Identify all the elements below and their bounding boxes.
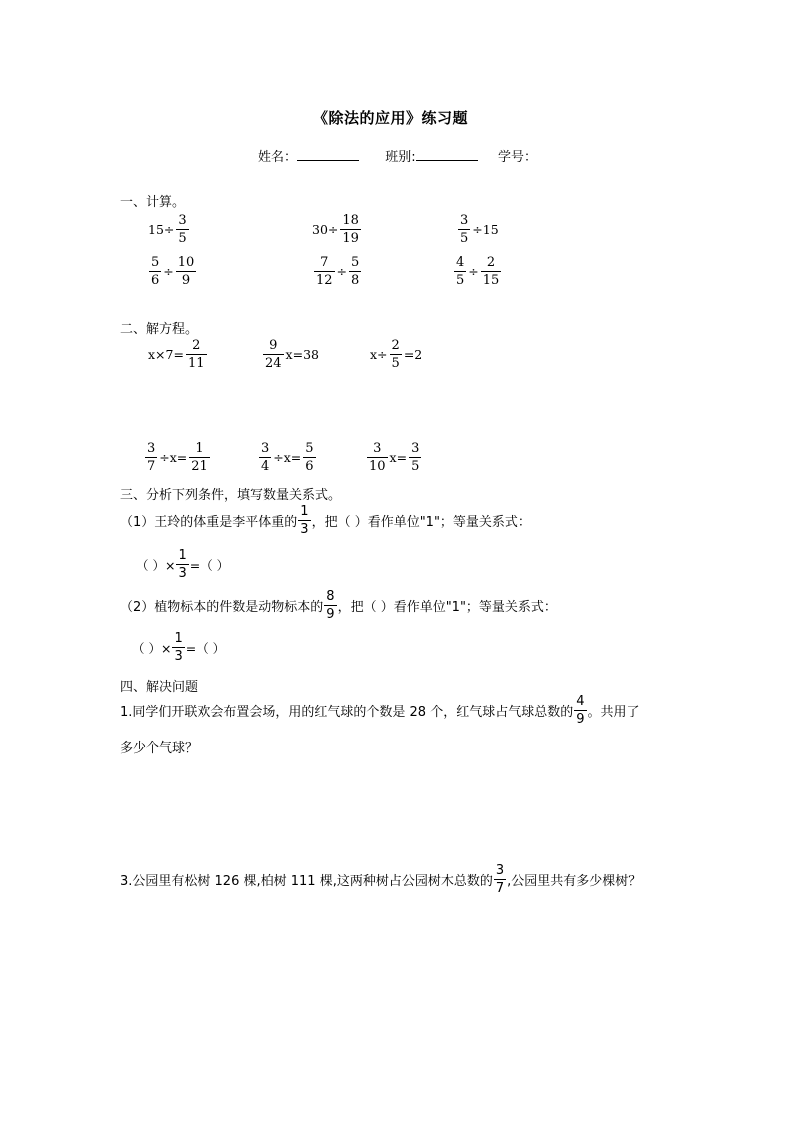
page-title: 《除法的应用》练习题: [313, 109, 469, 127]
fraction: [367, 440, 388, 475]
denominator: 9: [181, 273, 191, 288]
section2-heading: 二、解方程。: [120, 322, 199, 337]
fraction: [574, 693, 586, 728]
equation-1-prefix: x×7=: [148, 347, 184, 362]
fraction: [390, 337, 402, 372]
calc-item-1-prefix: 15÷: [148, 222, 175, 237]
equation-2: [262, 337, 320, 372]
fraction: [481, 254, 502, 289]
denominator: 7: [495, 881, 505, 896]
divide-sign: ÷: [163, 264, 174, 279]
fraction: [340, 212, 361, 247]
fraction: [494, 862, 506, 897]
question-1-equation: [136, 547, 229, 582]
equation-4: [144, 440, 211, 475]
denominator: 3: [178, 566, 187, 581]
equation-4-operator: ÷x=: [159, 450, 188, 465]
equation-3: [369, 337, 423, 372]
numerator: 7: [314, 254, 335, 272]
denominator: 8: [351, 273, 360, 288]
denominator: 5: [178, 231, 187, 246]
numerator: 5: [351, 255, 360, 270]
fraction: [172, 630, 184, 665]
calc-item-1: [147, 212, 190, 247]
numerator: 3: [495, 863, 505, 878]
denominator: 3: [174, 649, 183, 664]
numerator: 1: [300, 504, 309, 519]
name-label: 姓名：: [258, 150, 298, 165]
numerator: 3: [411, 441, 420, 456]
equation-5-operator: ÷x=: [273, 450, 302, 465]
calc-item-5: [313, 254, 362, 289]
numerator: 10: [177, 255, 195, 270]
problem-1-text: 1.同学们开联欢会布置会场，用的红气球的个数是 28 个，红气球占气球总数的: [120, 705, 574, 720]
answer-blank-left: （ ）×: [132, 640, 172, 656]
calc-item-6: [453, 254, 502, 289]
problem-3: [120, 862, 641, 897]
question-2-equation: [132, 630, 225, 665]
question-1-tail: ，把（ ）看作单位"1"；等量关系式：: [311, 515, 531, 530]
equation-3-prefix: x÷: [370, 347, 388, 362]
id-label: 学号：: [497, 150, 537, 165]
numerator: 2: [481, 254, 502, 272]
answer-blank-right: =（ ）: [185, 640, 226, 656]
fraction: [458, 212, 470, 247]
fraction: [145, 440, 157, 475]
name-blank[interactable]: [297, 160, 359, 161]
fraction: [176, 547, 188, 582]
equation-6: [366, 440, 422, 475]
problem-1-tail: 。共用了: [587, 705, 640, 720]
calc-item-4: [148, 254, 197, 289]
fraction: [409, 440, 421, 475]
fraction: [349, 254, 361, 289]
numerator: 3: [147, 441, 156, 456]
fraction: [186, 337, 207, 372]
fraction: [176, 254, 197, 289]
section1-heading: 一、计算。: [120, 195, 186, 210]
calc-item-2-prefix: 30÷: [312, 222, 339, 237]
section3-heading: 三、分析下列条件，填写数量关系式。: [120, 488, 342, 503]
numerator: 8: [326, 589, 335, 604]
fraction: [324, 588, 336, 623]
student-info-line: [258, 146, 537, 165]
calc-item-2: [311, 212, 362, 247]
problem-3-tail: ,公园里共有多少棵树？: [507, 874, 642, 889]
question-2: [120, 588, 557, 623]
numerator: 4: [576, 694, 585, 709]
fraction: [303, 440, 315, 475]
denominator: 6: [305, 459, 314, 474]
numerator: 2: [391, 338, 400, 353]
answer-blank-right: =（ ）: [189, 557, 230, 573]
problem-1: [120, 693, 640, 728]
numerator: 5: [151, 255, 160, 270]
class-blank[interactable]: [416, 160, 478, 161]
denominator: 5: [411, 459, 420, 474]
numerator: 1: [178, 548, 187, 563]
equation-6-operator: x=: [389, 450, 408, 465]
denominator: 7: [147, 459, 156, 474]
denominator: 11: [187, 356, 205, 371]
class-label: 班别:: [385, 150, 416, 165]
numerator: 3: [367, 440, 388, 458]
denominator: 15: [482, 273, 500, 288]
denominator: 24: [265, 356, 282, 371]
fraction: [298, 503, 310, 538]
denominator: 9: [326, 607, 335, 622]
denominator: 5: [456, 273, 465, 288]
denominator: 5: [391, 356, 400, 371]
question-1: [120, 503, 531, 538]
numerator: 3: [261, 441, 270, 456]
numerator: 4: [456, 255, 465, 270]
numerator: 18: [342, 213, 359, 228]
fraction: [263, 337, 284, 372]
divide-sign: ÷: [468, 264, 479, 279]
denominator: 10: [369, 459, 386, 474]
equation-2-suffix: x=38: [285, 347, 319, 362]
denominator: 4: [261, 459, 270, 474]
denominator: 12: [316, 273, 333, 288]
equation-3-suffix: =2: [403, 347, 423, 362]
fraction: [454, 254, 466, 289]
section4-heading: 四、解决问题: [120, 680, 199, 695]
answer-blank-left: （ ）×: [136, 557, 176, 573]
numerator: 9: [263, 337, 284, 355]
fraction: [149, 254, 161, 289]
equation-1: [147, 337, 208, 372]
numerator: 1: [189, 440, 210, 458]
question-2-text: （2）植物标本的件数是动物标本的: [120, 600, 324, 615]
denominator: 21: [191, 459, 208, 474]
numerator: 2: [186, 337, 207, 355]
denominator: 5: [460, 231, 469, 246]
denominator: 9: [576, 712, 585, 727]
problem-1-line2: 多少个气球？: [120, 741, 199, 756]
divide-sign: ÷: [336, 264, 348, 279]
denominator: 3: [300, 522, 309, 537]
calc-item-3-suffix: ÷15: [472, 222, 499, 237]
calc-item-3: [457, 212, 500, 247]
question-1-text: （1）王玲的体重是李平体重的: [120, 515, 298, 530]
question-2-tail: ，把（ ）看作单位"1"；等量关系式：: [337, 600, 557, 615]
problem-3-text: 3.公园里有松树 126 棵,柏树 111 棵,这两种树占公园树木总数的: [120, 874, 493, 889]
numerator: 5: [305, 441, 314, 456]
fraction: [189, 440, 210, 475]
fraction: [314, 254, 335, 289]
denominator: 19: [342, 231, 359, 246]
equation-5: [258, 440, 317, 475]
fraction: [259, 440, 271, 475]
fraction: [176, 212, 188, 247]
numerator: 1: [174, 631, 183, 646]
numerator: 3: [460, 213, 469, 228]
denominator: 6: [151, 273, 160, 288]
numerator: 3: [178, 213, 187, 228]
